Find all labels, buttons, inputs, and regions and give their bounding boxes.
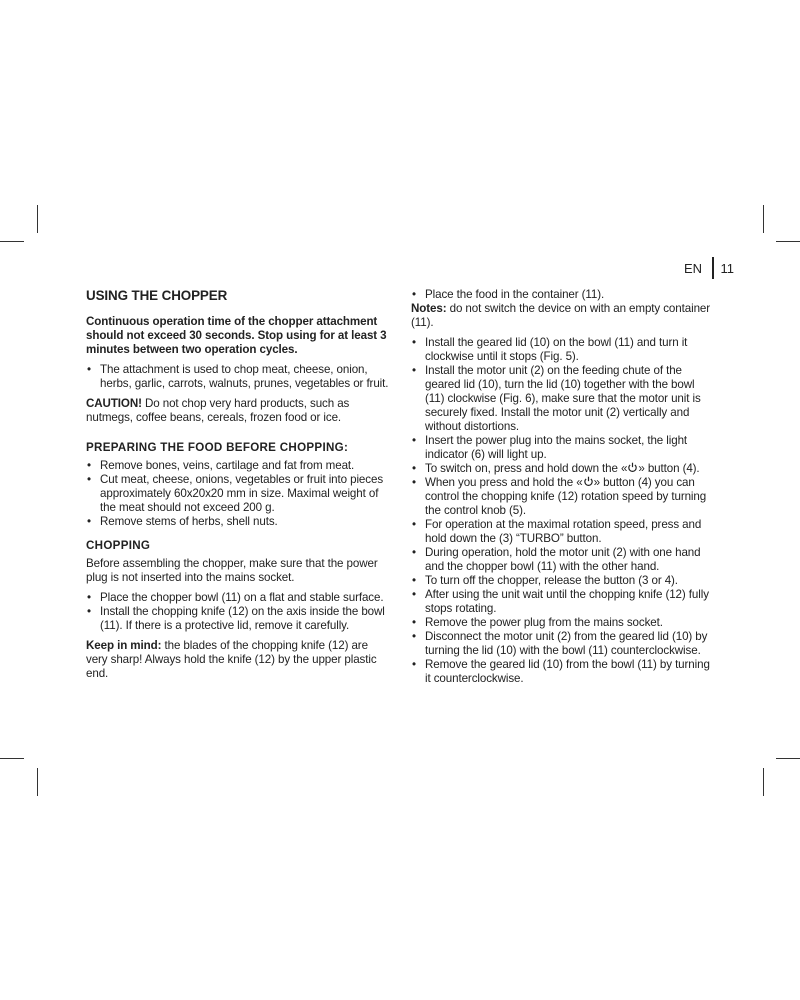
header-separator xyxy=(712,257,714,279)
list-item xyxy=(411,476,716,518)
list-item: • During operation, hold the motor unit (2) with one hand and the chopper bowl (11) with the other hand. xyxy=(411,546,716,574)
page-number: 11 xyxy=(720,260,734,276)
notes-paragraph xyxy=(411,302,716,330)
list-item: • The attachment is used to chop meat, cheese, onion, herbs, garlic, carrots, walnuts, prunes, vegetables or fruit. xyxy=(86,363,391,391)
power-icon xyxy=(583,476,594,487)
chopping-list xyxy=(86,591,391,633)
crop-mark xyxy=(763,205,764,233)
list-item: • Place the food in the container (11). xyxy=(411,288,716,302)
keep-in-mind-paragraph xyxy=(86,639,391,681)
list-item: • Remove the power plug from the mains socket. xyxy=(411,616,716,630)
crop-mark xyxy=(0,241,24,242)
list-item: • Install the motor unit (2) on the feeding chute of the geared lid (10), turn the lid (10) together with the bowl (11) clockwise (Fig. 6), make sure that the motor unit is securely fixed. Install the motor unit (2) vertically and without distortions. xyxy=(411,364,716,434)
right-column xyxy=(411,288,716,692)
notes-label: Notes: xyxy=(411,302,447,315)
operation-time-warning: Continuous operation time of the chopper attachment should not exceed 30 seconds. Stop using for at least 3 minutes between two operation cycles. xyxy=(86,315,387,356)
chopping-intro: Before assembling the chopper, make sure that the power plug is not inserted into the mains socket. xyxy=(86,557,378,584)
list-item: • To turn off the chopper, release the button (3 or 4). xyxy=(411,574,716,588)
intro-list xyxy=(86,363,391,391)
language-code: EN xyxy=(683,260,702,276)
chopping-heading: CHOPPING xyxy=(86,539,151,552)
crop-mark xyxy=(776,241,800,242)
left-column xyxy=(86,288,391,687)
list-item: • Remove bones, veins, cartilage and fat from meat. xyxy=(86,459,391,473)
top-list xyxy=(411,288,716,302)
list-item: • Remove the geared lid (10) from the bowl (11) by turning it counterclockwise. xyxy=(411,658,716,686)
list-item: • For operation at the maximal rotation speed, press and hold down the (3) “TURBO” button. xyxy=(411,518,716,546)
list-item: • Install the geared lid (10) on the bowl (11) and turn it clockwise until it stops (Fig. 5). xyxy=(411,336,716,364)
keep-in-mind-text: the blades of the chopping knife (12) are very sharp! Always hold the knife (12) by the upper plastic end. xyxy=(86,639,377,680)
prep-heading: PREPARING THE FOOD BEFORE CHOPPING: xyxy=(86,441,349,454)
list-item: • Cut meat, cheese, onions, vegetables or fruit into pieces approximately 60x20x20 mm in size. Maximal weight of the meat should not exceed 200 g. xyxy=(86,473,391,515)
caution-paragraph xyxy=(86,397,391,425)
crop-mark xyxy=(37,205,38,233)
section-title: USING THE CHOPPER xyxy=(86,288,228,303)
list-item: • Disconnect the motor unit (2) from the geared lid (10) by turning the lid (10) with the bowl (11) counterclockwise. xyxy=(411,630,716,658)
list-item: • Remove stems of herbs, shell nuts. xyxy=(86,515,391,529)
steps-list xyxy=(411,336,716,686)
step-text: » button (4). xyxy=(638,462,700,475)
prep-list xyxy=(86,459,391,529)
crop-mark xyxy=(0,758,24,759)
step-text: To switch on, press and hold down the « xyxy=(425,462,628,475)
notes-text: do not switch the device on with an empty container (11). xyxy=(411,302,711,329)
crop-mark xyxy=(37,768,38,796)
step-text: When you press and hold the « xyxy=(425,476,583,489)
list-item: • Insert the power plug into the mains socket, the light indicator (6) will light up. xyxy=(411,434,716,462)
power-icon xyxy=(627,462,638,473)
list-item: • Place the chopper bowl (11) on a flat and stable surface. xyxy=(86,591,391,605)
crop-mark xyxy=(763,768,764,796)
crop-mark xyxy=(776,758,800,759)
step-text: » button (4) you can control the chopping knife (12) rotation speed by turning the control knob (5). xyxy=(425,476,707,517)
caution-text: Do not chop very hard products, such as nutmegs, coffee beans, cereals, frozen food or ice. xyxy=(86,397,350,424)
caution-label: CAUTION! xyxy=(86,397,142,410)
list-item xyxy=(411,462,716,476)
keep-in-mind-label: Keep in mind: xyxy=(86,639,162,652)
list-item: • After using the unit wait until the chopping knife (12) fully stops rotating. xyxy=(411,588,716,616)
page-header xyxy=(684,257,734,279)
list-item: • Install the chopping knife (12) on the axis inside the bowl (11). If there is a protective lid, remove it carefully. xyxy=(86,605,391,633)
